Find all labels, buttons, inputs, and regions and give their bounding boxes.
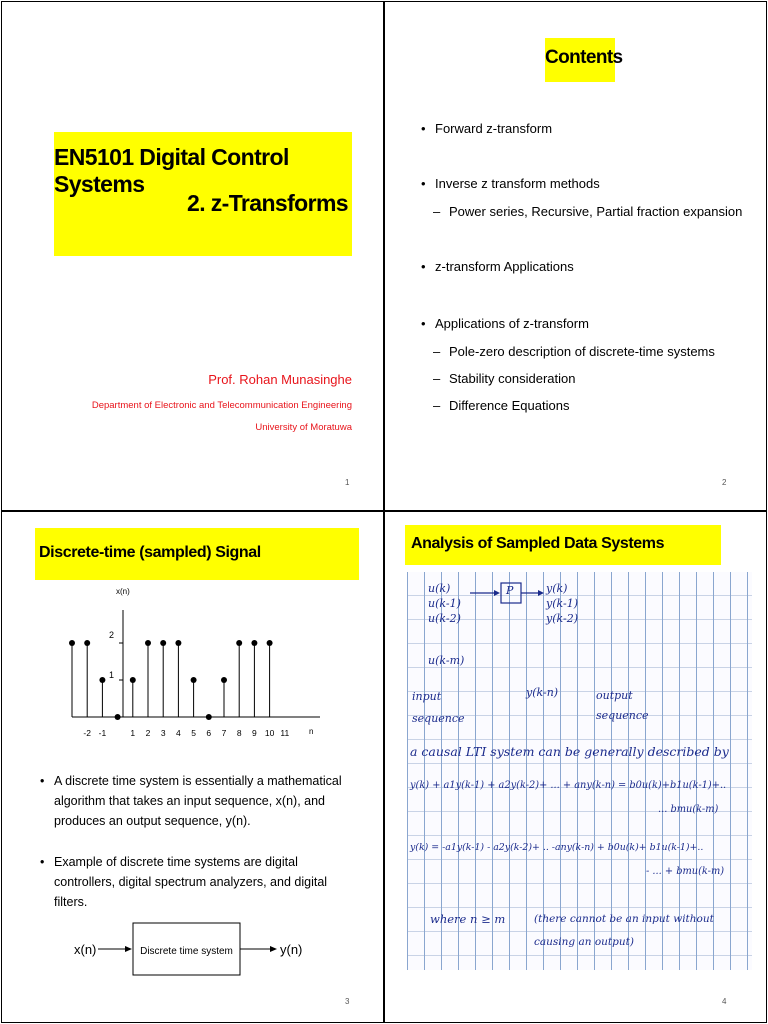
sketch-arrow-head bbox=[494, 590, 500, 596]
page-number: 4 bbox=[722, 997, 727, 1006]
page-number: 2 bbox=[722, 478, 727, 487]
stem-marker bbox=[145, 640, 151, 646]
contents-item-label: z-transform Applications bbox=[435, 259, 574, 274]
n-tick-label: 10 bbox=[264, 728, 275, 738]
contents-subitem-label: Stability consideration bbox=[449, 371, 576, 386]
bullet-icon: • bbox=[40, 774, 45, 788]
contents-subitem-label: Pole-zero description of discrete-time systems bbox=[449, 344, 715, 359]
input-sample: u(k-1) bbox=[428, 597, 461, 610]
y-tick-label: 1 bbox=[109, 670, 115, 680]
output-sample: y(k-2) bbox=[546, 612, 578, 625]
input-arrow-head bbox=[125, 946, 132, 952]
slide-4 bbox=[384, 511, 767, 1023]
n-tick-label: 7 bbox=[221, 728, 227, 738]
bullet-icon: • bbox=[40, 855, 45, 869]
author-name: Prof. Rohan Munasinghe bbox=[208, 372, 352, 387]
n-tick-label: 2 bbox=[145, 728, 151, 738]
output-signal-label: y(n) bbox=[280, 942, 303, 957]
input-sample: u(k) bbox=[428, 582, 451, 595]
bullet-item bbox=[40, 771, 354, 831]
slide-2 bbox=[384, 1, 767, 511]
slide-1 bbox=[1, 1, 384, 511]
bullet-icon: • bbox=[421, 259, 426, 274]
n-tick-label: 9 bbox=[252, 728, 257, 738]
slide-3 bbox=[1, 511, 384, 1023]
page-number: 1 bbox=[345, 478, 350, 487]
stem-marker bbox=[99, 677, 105, 683]
contents-subitem bbox=[433, 371, 576, 386]
output-sample: y(k) bbox=[546, 582, 568, 595]
stem-marker bbox=[191, 677, 197, 683]
slide-title: Analysis of Sampled Data Systems bbox=[411, 535, 665, 552]
bullet-text: Example of discrete time systems are digital controllers, digital spectrum analyzers, and digital filters. bbox=[54, 855, 328, 909]
description-sentence: a causal LTI system can be generally described by bbox=[410, 744, 729, 759]
contents-subitem bbox=[433, 204, 743, 219]
contents-item bbox=[421, 316, 589, 331]
system-box-label: P bbox=[506, 584, 514, 597]
lecture-title: 2. z-Transforms bbox=[187, 190, 348, 216]
input-sample: u(k-m) bbox=[428, 654, 465, 667]
contents-subitem-label: Power series, Recursive, Partial fraction expansion bbox=[449, 204, 743, 219]
n-tick-label: -1 bbox=[98, 728, 107, 738]
contents-item bbox=[421, 259, 574, 274]
bullet-icon: • bbox=[421, 121, 426, 136]
bullet-item bbox=[40, 852, 354, 912]
university-name: University of Moratuwa bbox=[255, 422, 352, 433]
output-sample: y(k-n) bbox=[526, 686, 559, 699]
dash-icon: – bbox=[433, 204, 441, 219]
handwritten-notes bbox=[407, 572, 752, 970]
n-tick-label: -2 bbox=[83, 728, 91, 738]
contents-subitem bbox=[433, 398, 570, 413]
stem-marker bbox=[267, 640, 273, 646]
output-arrow-head bbox=[270, 946, 277, 952]
stem-plot bbox=[2, 512, 384, 1023]
system-block-label: Discrete time system bbox=[140, 946, 233, 957]
output-sequence-label: output sequence bbox=[596, 689, 649, 722]
recursive-equation: y(k) = -a1y(k-1) - a2y(k-2)+ .. -any(k-n) + b0u(k)+ b1u(k-1)+.. bbox=[410, 842, 704, 853]
contents-item-label: Forward z-transform bbox=[435, 121, 553, 136]
bullet-icon: • bbox=[421, 316, 426, 331]
slide-title: Contents bbox=[545, 47, 623, 68]
difference-equation-tail: ... bmu(k-m) bbox=[658, 804, 719, 815]
slide-title: Discrete-time (sampled) Signal bbox=[39, 544, 261, 561]
stem-marker bbox=[115, 714, 121, 720]
input-signal-label: x(n) bbox=[74, 942, 97, 957]
stem-marker bbox=[236, 640, 242, 646]
sketch-arrow-head bbox=[538, 590, 544, 596]
stem-marker bbox=[84, 640, 90, 646]
contents-subitem-label: Difference Equations bbox=[449, 398, 570, 413]
plot-xlabel: n bbox=[309, 727, 314, 736]
contents-subitem bbox=[433, 344, 715, 359]
difference-equation: y(k) + a1y(k-1) + a2y(k-2)+ ... + any(k-n) = b0u(k)+b1u(k-1)+.. bbox=[410, 780, 727, 791]
y-tick-label: 2 bbox=[109, 630, 115, 640]
causality-remark: (there cannot be an input without causing an output) bbox=[534, 913, 714, 948]
contents-item bbox=[421, 176, 600, 191]
n-tick-label: 6 bbox=[206, 728, 212, 738]
bullet-icon: • bbox=[421, 176, 426, 191]
input-sample: u(k-2) bbox=[428, 612, 461, 625]
page-number: 3 bbox=[345, 997, 350, 1006]
recursive-equation-tail: - ... + bmu(k-m) bbox=[646, 866, 725, 877]
n-tick-label: 1 bbox=[130, 728, 136, 738]
plot-ylabel: x(n) bbox=[116, 587, 130, 596]
dash-icon: – bbox=[433, 371, 441, 386]
contents-item-label: Inverse z transform methods bbox=[435, 176, 600, 191]
n-tick-label: 8 bbox=[236, 728, 242, 738]
output-sample: y(k-1) bbox=[546, 597, 578, 610]
title-box bbox=[54, 132, 352, 256]
input-sequence-label: input sequence bbox=[412, 690, 465, 725]
stem-marker bbox=[206, 714, 212, 720]
title-box bbox=[545, 38, 623, 82]
contents-item-label: Applications of z-transform bbox=[435, 316, 589, 331]
stem-marker bbox=[251, 640, 257, 646]
n-tick-label: 5 bbox=[191, 728, 196, 738]
department-name: Department of Electronic and Telecommunication Engineering bbox=[91, 400, 352, 411]
dash-icon: – bbox=[433, 344, 441, 359]
dash-icon: – bbox=[433, 398, 441, 413]
stem-marker bbox=[221, 677, 227, 683]
title-box bbox=[405, 525, 721, 565]
contents-item bbox=[421, 121, 553, 136]
course-title: EN5101 Digital Control Systems bbox=[54, 144, 289, 197]
n-tick-label: 11 bbox=[280, 728, 290, 738]
stem-marker bbox=[130, 677, 136, 683]
n-tick-label: 3 bbox=[160, 728, 166, 738]
stem-marker bbox=[160, 640, 166, 646]
n-tick-label: 4 bbox=[176, 728, 181, 738]
stem-marker bbox=[69, 640, 75, 646]
bullet-text: A discrete time system is essentially a mathematical algorithm that takes an input sequence, x(n), and produces an output sequence, y(n). bbox=[54, 774, 342, 828]
causality-condition: where n ≥ m bbox=[430, 912, 506, 926]
stem-marker bbox=[175, 640, 181, 646]
